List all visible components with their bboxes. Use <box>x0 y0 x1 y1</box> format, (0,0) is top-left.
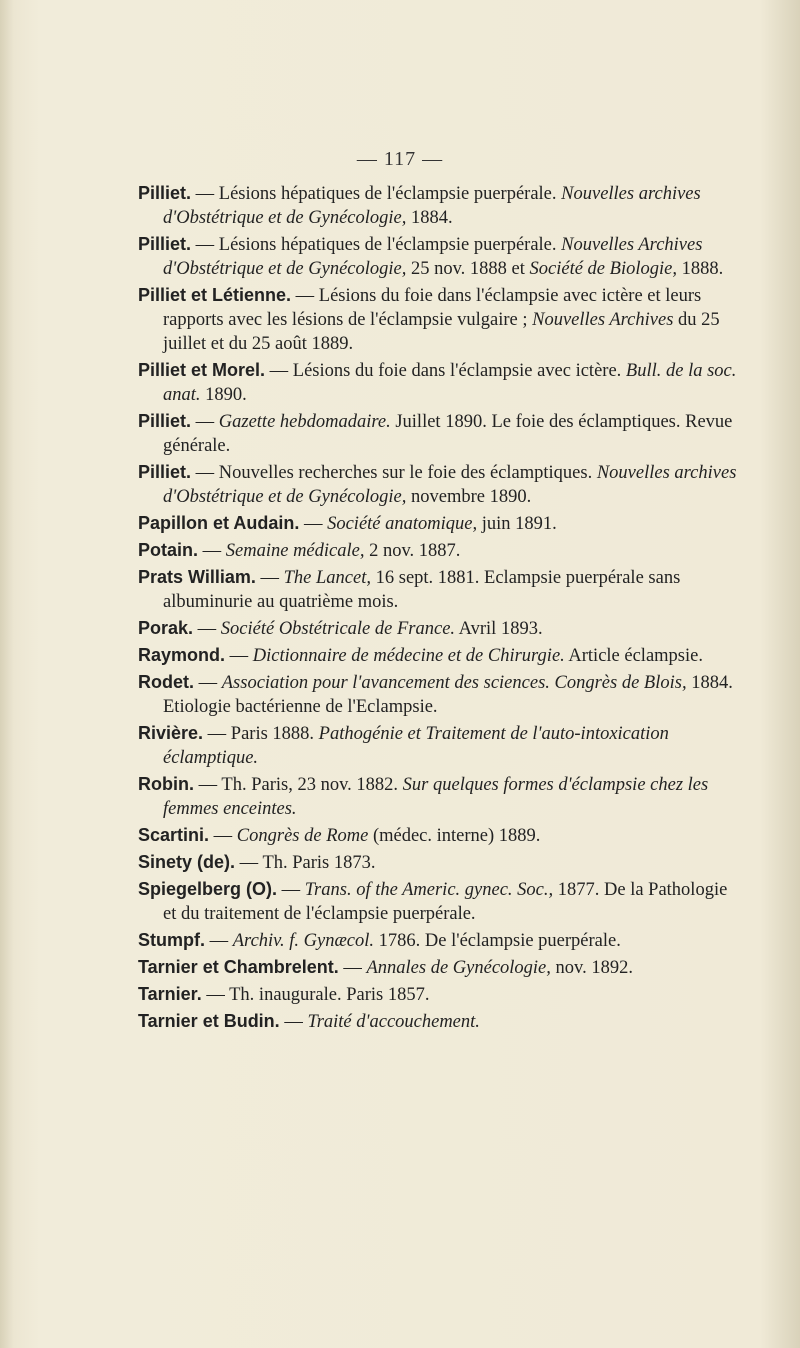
entry-title-italic: The Lancet, <box>283 568 371 588</box>
entry-title-italic: Traité d'accouchement. <box>307 1012 480 1032</box>
entry-text: novembre 1890. <box>406 487 532 507</box>
entry-title-italic: Nouvelles Archives d'Obstétrique et de Gynécologie, <box>163 235 703 279</box>
bibliography-list <box>138 181 738 1036</box>
entry-text: 1877. De la Pathologie et du traitement de l'éclampsie puerpérale. <box>163 880 728 924</box>
entry-text: 1786. De l'éclampsie puerpérale. <box>374 931 621 951</box>
entry-text: Article éclampsie. <box>564 646 703 666</box>
entry-title-italic: Annales de Gynécologie, <box>366 958 551 978</box>
entry-author: Tarnier et Budin. <box>138 1011 280 1031</box>
entry-title-italic: Nouvelles archives d'Obstétrique et de Gynécologie, <box>163 184 701 228</box>
entry-author: Pilliet. <box>138 411 192 431</box>
bibliography-entry: Pilliet. — Nouvelles recherches sur le foie des éclamptiques. Nouvelles archives d'Obstétrique et de Gynécologie, novembre 1890. <box>138 462 737 507</box>
entry-author: Rivière. <box>138 723 204 743</box>
entry-author: Robin. <box>138 774 194 794</box>
entry-text: (médec. interne) 1889. <box>368 826 541 846</box>
entry-text: 25 nov. 1888 et <box>406 259 530 279</box>
bibliography-entry: Spiegelberg (O). — Trans. of the Americ. gynec. Soc., 1877. De la Pathologie et du traitement de l'éclampsie puerpérale. <box>138 879 728 924</box>
bibliography-entry: Rodet. — Association pour l'avancement des sciences. Congrès de Blois, 1884. Etiologie bactérienne de l'Eclampsie. <box>138 672 733 717</box>
entry-title-italic: Association pour l'avancement des sciences. Congrès de Blois, <box>221 673 687 693</box>
page-number-value: 117 <box>383 148 417 170</box>
entry-text: Th. inaugurale. Paris 1857. <box>229 985 430 1005</box>
entry-text: 1884. <box>406 208 453 228</box>
entry-author: Pilliet. <box>138 462 192 482</box>
bibliography-entry: Potain. — Semaine médicale, 2 nov. 1887. <box>138 540 461 561</box>
entry-title-italic: Semaine médicale, <box>225 541 365 561</box>
entry-text: 1888. <box>676 259 724 279</box>
entry-text: juin 1891. <box>477 514 557 534</box>
bibliography-entry: Papillon et Audain. — Société anatomique, juin 1891. <box>138 513 557 534</box>
bibliography-entry: Pilliet. — Gazette hebdomadaire. Juillet 1890. Le foie des éclamptiques. Revue générale. <box>138 411 733 456</box>
entry-text: Avril 1893. <box>455 619 543 639</box>
entry-author: Tarnier et Chambrelent. <box>138 957 339 977</box>
entry-title-italic: Nouvelles Archives <box>532 310 674 330</box>
entry-author: Papillon et Audain. <box>138 513 300 533</box>
entry-title-italic: Nouvelles archives d'Obstétrique et de Gynécologie, <box>163 463 737 507</box>
bibliography-entry: Stumpf. — Archiv. f. Gynæcol. 1786. De l'éclampsie puerpérale. <box>138 930 621 951</box>
entry-author: Raymond. <box>138 645 226 665</box>
bibliography-entry: Robin. — Th. Paris, 23 nov. 1882. Sur quelques formes d'éclampsie chez les femmes enceintes. <box>138 774 709 819</box>
bibliography-entry: Pilliet et Morel. — Lésions du foie dans l'éclampsie avec ictère. Bull. de la soc. anat. 1890. <box>138 360 737 405</box>
entry-author: Pilliet. <box>138 183 192 203</box>
entry-author: Scartini. <box>138 825 210 845</box>
entry-text: 2 nov. 1887. <box>364 541 461 561</box>
entry-title-italic: Société Obstétricale de France. <box>220 619 456 639</box>
entry-text: nov. 1892. <box>550 958 633 978</box>
entry-text: Lésions hépatiques de l'éclampsie puerpérale. <box>218 184 562 204</box>
page-number: — 117 — <box>356 148 444 170</box>
bibliography-entry: Pilliet. — Lésions hépatiques de l'éclampsie puerpérale. Nouvelles archives d'Obstétrique et de Gynécologie, 1884. <box>138 183 701 228</box>
entry-title-italic: Société anatomique, <box>327 514 478 534</box>
entry-text: Lésions hépatiques de l'éclampsie puerpérale. <box>218 235 562 255</box>
entry-text: du 25 juillet et du 25 août 1889. <box>163 310 720 354</box>
entry-text: Juillet 1890. Le foie des éclamptiques. Revue générale. <box>163 412 733 456</box>
entry-text: Lésions du foie dans l'éclampsie avec ictère. <box>292 361 626 381</box>
entry-title-italic: Sur quelques formes d'éclampsie chez les femmes enceintes. <box>163 775 709 819</box>
entry-title-italic: Société de Biologie, <box>529 259 677 279</box>
entry-author: Potain. <box>138 540 199 560</box>
entry-author: Porak. <box>138 618 194 638</box>
entry-text: Th. Paris, 23 nov. 1882. <box>221 775 403 795</box>
entry-title-italic: Bull. de la soc. anat. <box>163 361 737 405</box>
entry-text: Paris 1888. <box>230 724 319 744</box>
entry-author: Pilliet et Létienne. <box>138 285 292 305</box>
bibliography-entry: Porak. — Société Obstétricale de France. Avril 1893. <box>138 618 543 639</box>
entry-author: Rodet. <box>138 672 194 692</box>
entry-author: Stumpf. <box>138 930 205 950</box>
entry-title-italic: Congrès de Rome <box>236 826 369 846</box>
entry-text: Lésions du foie dans l'éclampsie avec ictère et leurs rapports avec les lésions de l'éclampsie vulgaire ; <box>163 286 702 330</box>
bibliography-entry: Raymond. — Dictionnaire de médecine et de Chirurgie. Article éclampsie. <box>138 645 703 666</box>
bibliography-entry: Tarnier et Budin. — Traité d'accouchement. <box>138 1011 480 1032</box>
entry-text: Nouvelles recherches sur le foie des éclamptiques. <box>218 463 597 483</box>
entry-text: 1890. <box>200 385 247 405</box>
entry-author: Tarnier. <box>138 984 202 1004</box>
bibliography-entry: Tarnier. — Th. inaugurale. Paris 1857. <box>138 984 430 1005</box>
entry-title-italic: Dictionnaire de médecine et de Chirurgie. <box>252 646 565 666</box>
entry-title-italic: Archiv. f. Gynæcol. <box>232 931 375 951</box>
bibliography-entry: Scartini. — Congrès de Rome (médec. interne) 1889. <box>138 825 541 846</box>
entry-author: Prats William. <box>138 567 256 587</box>
bibliography-entry: Rivière. — Paris 1888. Pathogénie et Traitement de l'auto-intoxication éclamptique. <box>138 723 669 768</box>
entry-author: Pilliet. <box>138 234 192 254</box>
entry-title-italic: Pathogénie et Traitement de l'auto-intoxication éclamptique. <box>163 724 669 768</box>
bibliography-entry: Pilliet. — Lésions hépatiques de l'éclampsie puerpérale. Nouvelles Archives d'Obstétrique et de Gynécologie, 25 nov. 1888 et Société de Biologie, 1888. <box>138 234 724 279</box>
entry-title-italic: Gazette hebdomadaire. <box>218 412 391 432</box>
bibliography-entry: Prats William. — The Lancet, 16 sept. 1881. Eclampsie puerpérale sans albuminurie au quatrième mois. <box>138 567 681 612</box>
entry-text: 16 sept. 1881. Eclampsie puerpérale sans albuminurie au quatrième mois. <box>163 568 681 612</box>
entry-author: Pilliet et Morel. <box>138 360 266 380</box>
bibliography-entry: Pilliet et Létienne. — Lésions du foie dans l'éclampsie avec ictère et leurs rapports avec les lésions de l'éclampsie vulgaire ; Nouvelles Archives du 25 juillet et du 25 août 1889. <box>138 285 720 354</box>
entry-author: Spiegelberg (O). <box>138 879 278 899</box>
entry-author: Sinety (de). <box>138 852 236 872</box>
entry-text: Th. Paris 1873. <box>262 853 376 873</box>
bibliography-entry: Sinety (de). — Th. Paris 1873. <box>138 852 376 873</box>
bibliography-entry: Tarnier et Chambrelent. — Annales de Gynécologie, nov. 1892. <box>138 957 633 978</box>
entry-title-italic: Trans. of the Americ. gynec. Soc., <box>304 880 554 900</box>
entry-text: 1884. Etiologie bactérienne de l'Eclampsie. <box>163 673 733 717</box>
